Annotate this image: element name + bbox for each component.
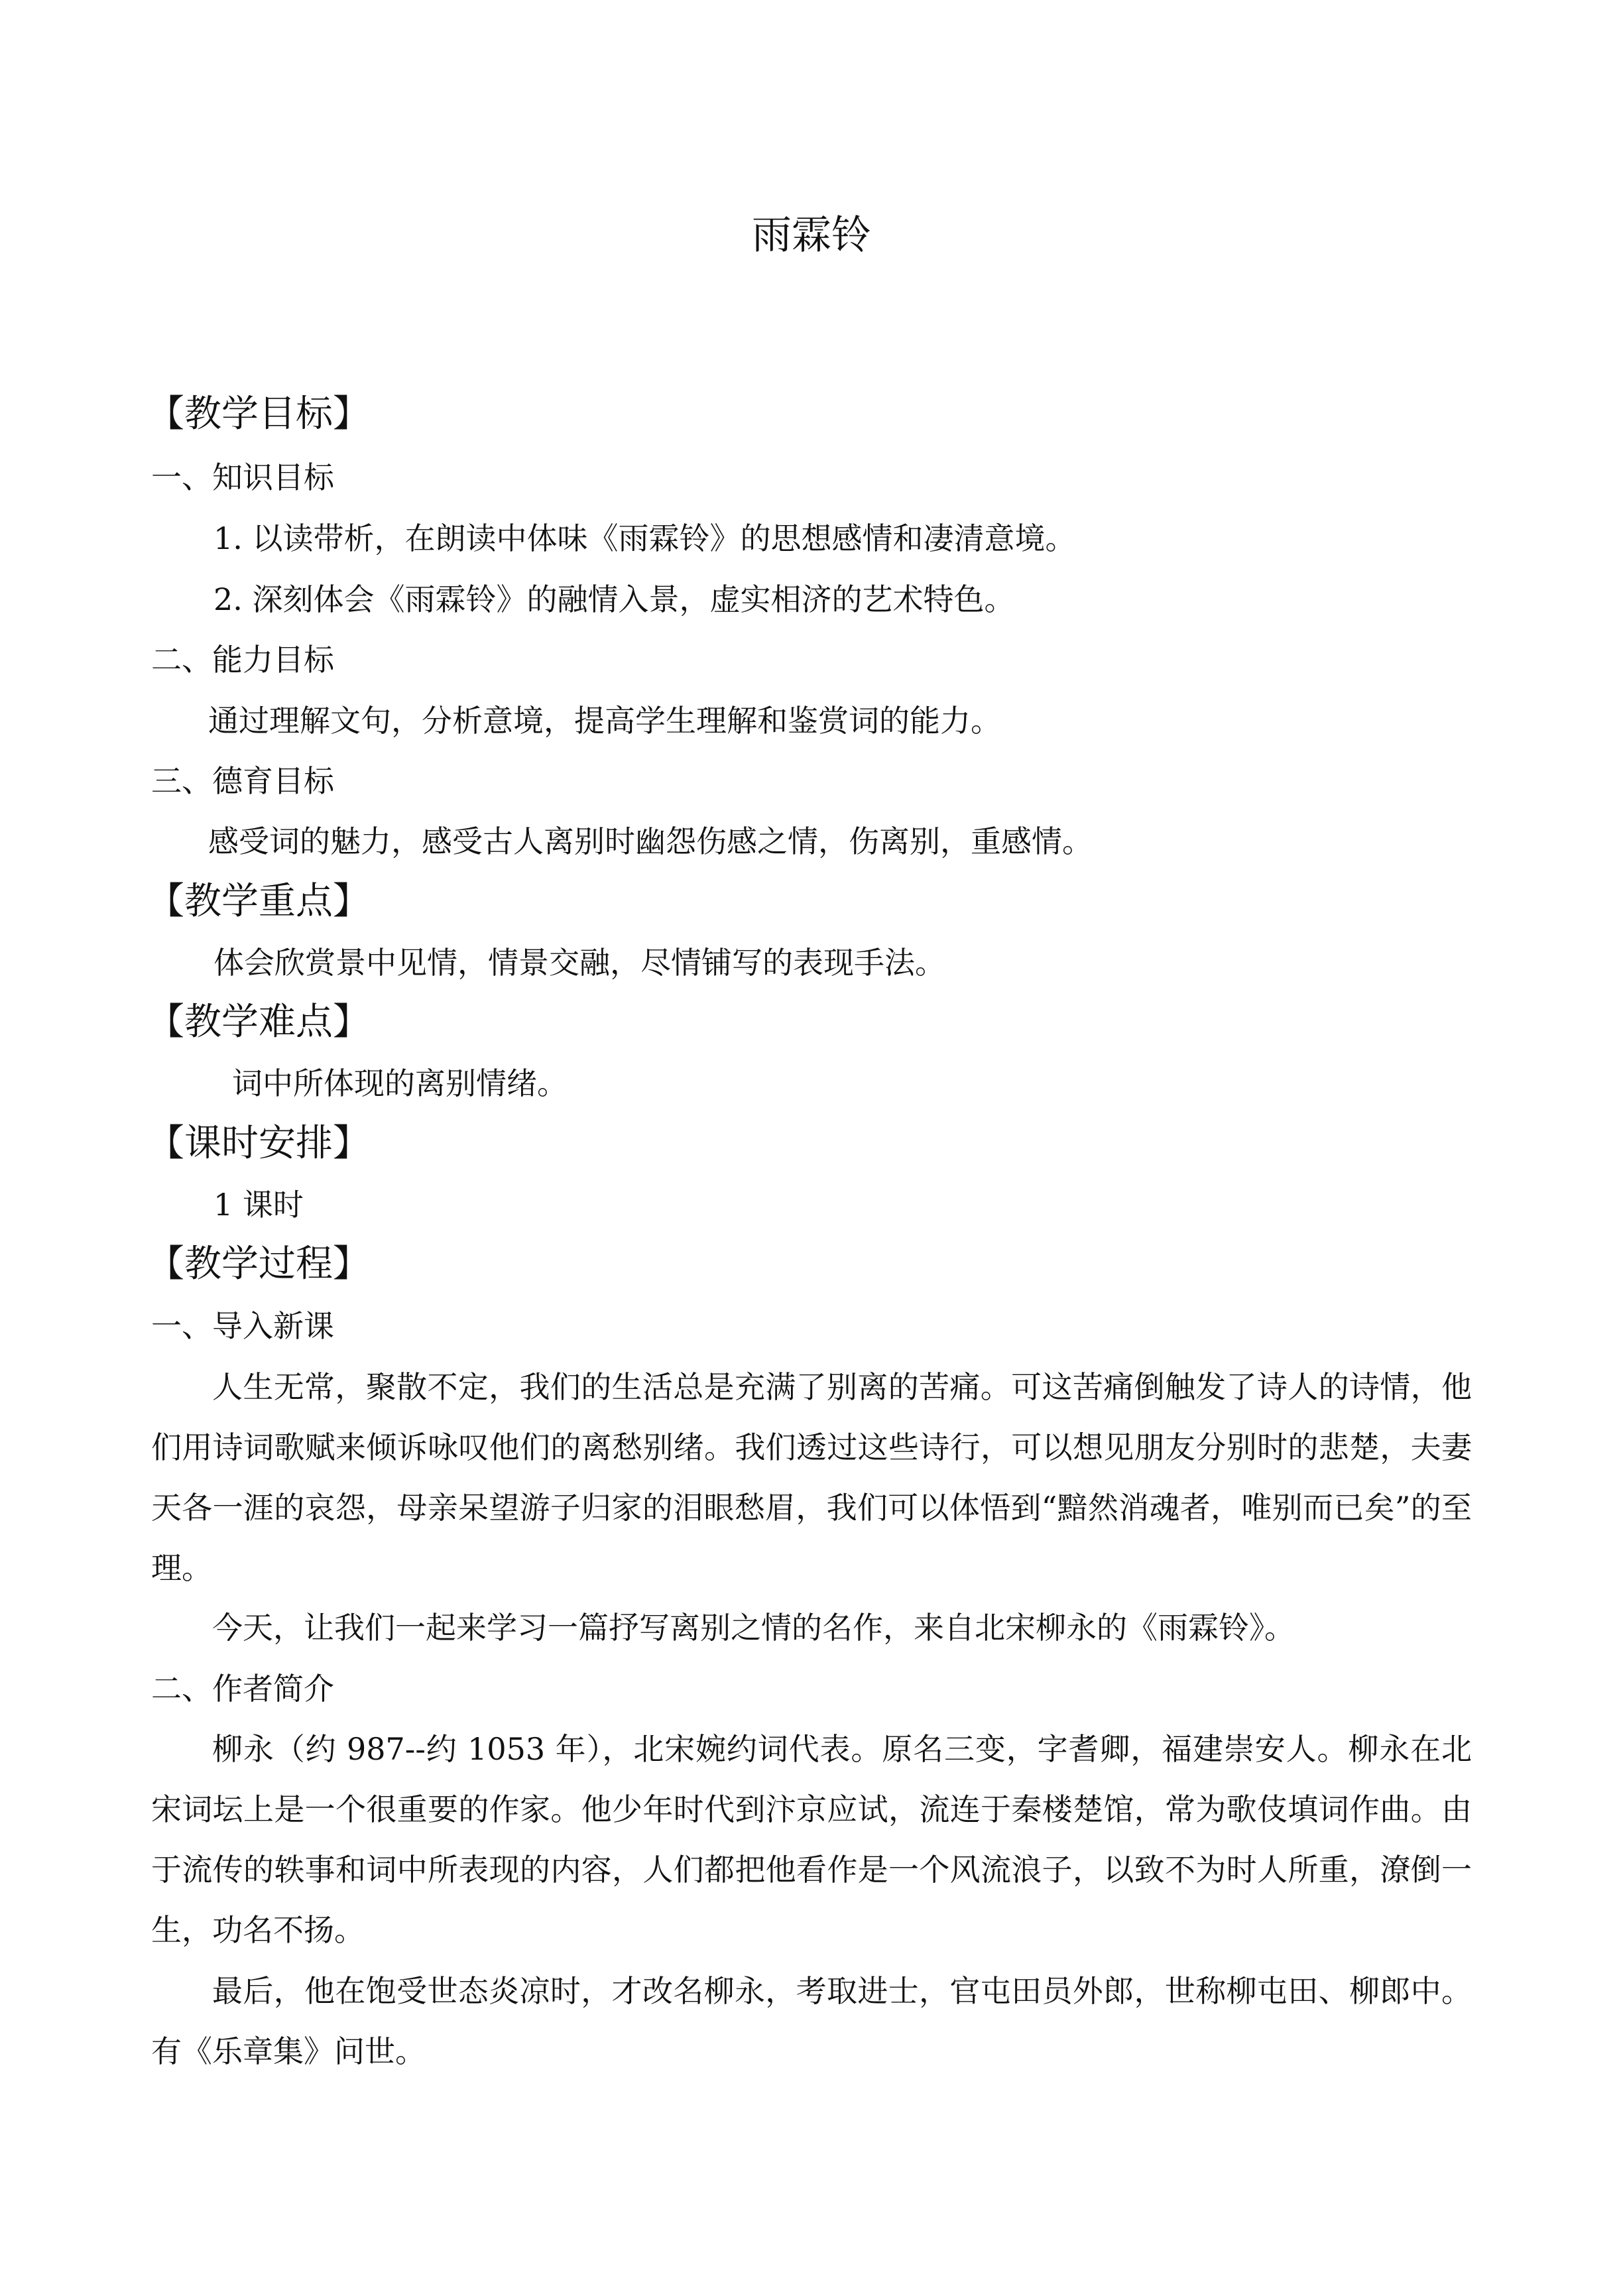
moral-objectives-heading: 三、德育目标 (151, 763, 334, 799)
schedule-text: 1 课时 (213, 1187, 304, 1223)
knowledge-objective-item: 1. 以读带析，在朗读中体味《雨霖铃》的思想感情和凄清意境。 (213, 520, 1076, 556)
knowledge-objectives-heading: 一、知识目标 (151, 459, 334, 495)
process-heading: 【教学过程】 (147, 1242, 370, 1286)
intro-paragraph: 人生无常，聚散不定，我们的生活总是充满了别离的苦痛。可这苦痛倒触发了诗人的诗情，他们用诗词歌赋来倾诉咏叹他们的离愁别绪。我们透过这些诗行，可以想见朋友分别时的悲楚，夫妻天各一涯的哀怨，母亲呆望游子归家的泪眼愁眉，我们可以体悟到“黯然消魂者，唯别而已矣”的至理。 (151, 1369, 1472, 1586)
intro-paragraph: 今天，让我们一起来学习一篇抒写离别之情的名作，来自北宋柳永的《雨霖铃》。 (212, 1610, 1295, 1646)
ability-objectives-heading: 二、能力目标 (151, 642, 334, 678)
schedule-heading: 【课时安排】 (147, 1122, 370, 1165)
author-paragraph: 柳永（约 987--约 1053 年），北宋婉约词代表。原名三变，字耆卿，福建崇安人。柳永在北宋词坛上是一个很重要的作家。他少年时代到汴京应试，流连于秦楼楚馆，常为歌伎填词作曲。由于流传的轶事和词中所表现的内容，人们都把他看作是一个风流浪子，以致不为时人所重，潦倒一生，功名不扬。 (151, 1731, 1472, 1948)
difficulties-text: 词中所体现的离别情绪。 (232, 1065, 568, 1101)
intro-heading: 一、导入新课 (151, 1308, 334, 1344)
moral-objectives-text: 感受词的魅力，感受古人离别时幽怨伤感之情，伤离别，重感情。 (208, 823, 1093, 859)
difficulties-heading: 【教学难点】 (147, 1000, 370, 1044)
page-title: 雨霖铃 (752, 212, 871, 259)
objectives-heading: 【教学目标】 (147, 393, 370, 436)
knowledge-objective-item: 2. 深刻体会《雨霖铃》的融情入景，虚实相济的艺术特色。 (213, 581, 1015, 617)
author-heading: 二、作者简介 (151, 1671, 334, 1707)
key-points-text: 体会欣赏景中见情，情景交融，尽情铺写的表现手法。 (213, 945, 945, 981)
author-paragraph: 最后，他在饱受世态炎凉时，才改名柳永，考取进士，官屯田员外郎，世称柳屯田、柳郎中。有《乐章集》问世。 (151, 1973, 1472, 2069)
key-points-heading: 【教学重点】 (147, 880, 370, 923)
ability-objectives-text: 通过理解文句，分析意境，提高学生理解和鉴赏词的能力。 (208, 703, 1001, 739)
